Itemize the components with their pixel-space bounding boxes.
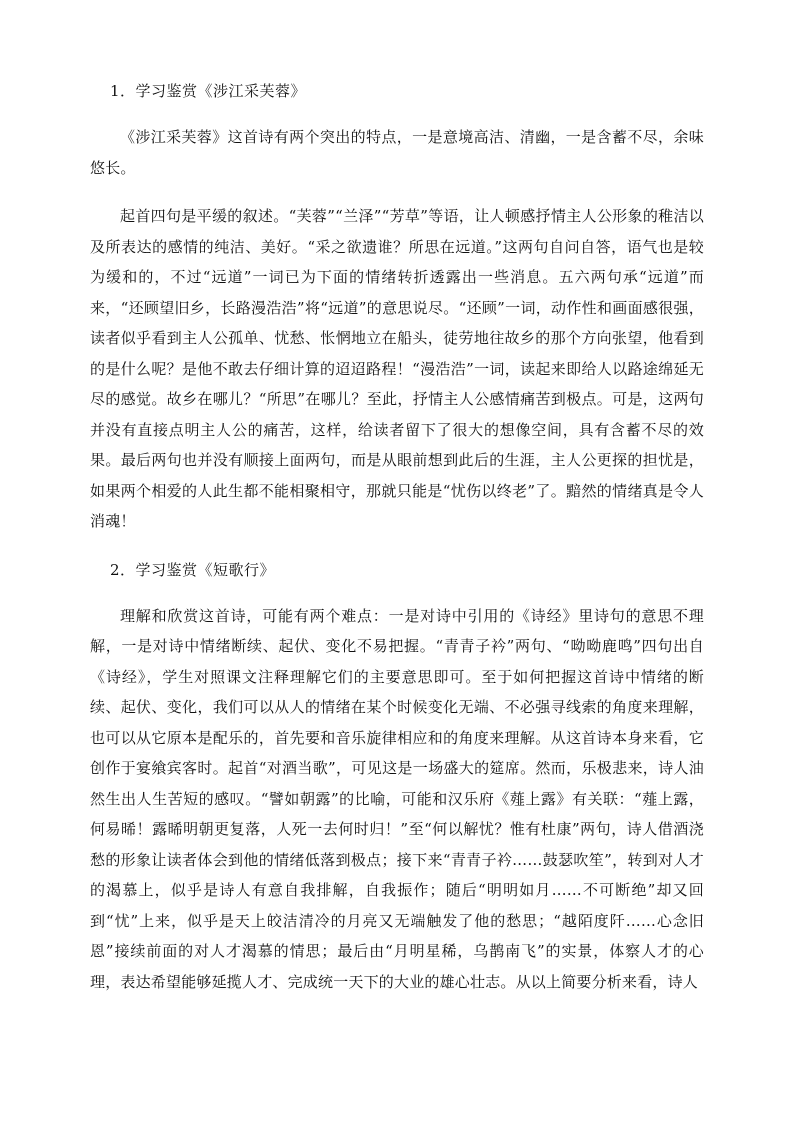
- section-heading-2: 2．学习鉴赏《短歌行》: [110, 560, 276, 579]
- section-heading-1: 1．学习鉴赏《涉江采芙蓉》: [110, 82, 307, 100]
- section-1-paragraph-2: 起首四句是平缓的叙述。“芙蓉”“兰泽”“芳草”等语，让人顿感抒情主人公形象的稚洁以及所表达的感情的纯洁、美好。“采之欲遗谁？所思在远道。”这两句自问自答，语气也是较为缓和的，不过“远道”一词已为下面的情绪转折透露出一些消息。五六两句承“远道”而来，“还顾望旧乡，长路漫浩浩”将“远道”的意思说尽。“还顾”一词，动作性和画面感很强，读者似乎看到主人公孤单、忧愁、怅惘地立在船头，徒劳地往故乡的那个方向张望，他看到的是什么呢？是他不敢去仔细计算的迢迢路程！“漫浩浩”一词，读起来即给人以路途绵延无尽的感觉。故乡在哪儿？“所思”在哪儿？至此，抒情主人公感情痛苦到极点。可是，这两句并没有直接点明主人公的痛苦，这样，给读者留下了很大的想像空间，具有含蓄不尽的效果。最后两句也并没有顺接上面两句，而是从眼前想到此后的生涯，主人公更探的担忧是，如果两个相爱的人此生都不能相聚相守，那就只能是“忧伤以终老”了。黯然的情绪真是令人消魂！: [90, 207, 704, 530]
- section-2-paragraph-1: 理解和欣赏这首诗，可能有两个难点：一是对诗中引用的《诗经》里诗句的意思不理解，一是对诗中情绪断续、起伏、变化不易把握。“青青子衿”两句、“呦呦鹿鸣”四句出自《诗经》，学生对照课文注释理解它们的主要意思即可。至于如何把握这首诗中情绪的断续、起伏、变化，我们可以从人的情绪在某个时候变化无端、不必强寻线索的角度来理解，也可以从它原本是配乐的，首先要和音乐旋律相应和的角度来理解。从这首诗本身来看，它创作于宴飨宾客时。起首“对酒当歌”，可见这是一场盛大的筵席。然而，乐极悲来，诗人油然生出人生苦短的感叹。“譬如朝露”的比喻，可能和汉乐府《薤上露》有关联：“薤上露，何易晞！露晞明朝更复落，人死一去何时归！”至“何以解忧？惟有杜康”两句，诗人借酒浇愁的形象让读者体会到他的情绪低落到极点；接下来“青青子衿……鼓瑟吹笙”，转到对人才的渴慕上，似乎是诗人有意自我排解，自我振作；随后“明明如月……不可断绝”却又回到“忧”上来，似乎是天上皎洁清冷的月亮又无端触发了他的愁思；“越陌度阡……心念旧恩”接续前面的对人才渴慕的情思；最后由“月明星稀，乌鹊南飞”的实景，体察人才的心理，表达希望能够延揽人才、完成统一天下的大业的雄心壮志。从以上简要分析来看，诗人: [90, 606, 704, 991]
- section-1-paragraph-1: 《涉江采芙蓉》这首诗有两个突出的特点，一是意境高洁、清幽，一是含蓄不尽，余味悠长。: [90, 128, 704, 177]
